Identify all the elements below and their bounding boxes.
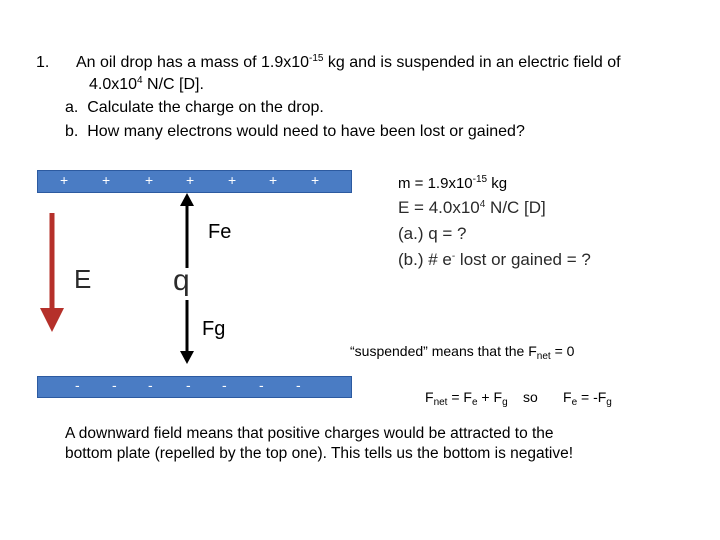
subscript: e [471,397,478,408]
eq-text: F [563,389,572,405]
subscript: net [433,397,448,408]
field-arrow [40,213,64,332]
problem-number: 1. [36,54,50,71]
minus-sign: - [148,377,153,393]
exponent: -15 [472,174,488,185]
minus-sign: - [75,377,80,393]
exponent: - [451,251,456,262]
plus-sign: + [102,172,111,188]
suspended-note [350,343,575,362]
exponent: -15 [309,53,324,64]
plus-sign: + [145,172,154,188]
subscript: g [606,397,612,408]
given-text: lost or gained = ? [455,250,591,269]
plus-sign: + [228,172,237,188]
part-b-text: How many electrons would need to have been lost or gained? [87,123,525,140]
unknown-a: (a.) q = ? [398,224,467,243]
problem-text: kg and is suspended in an electric field of [323,54,621,71]
given-text: N/C [D] [485,198,546,217]
problem-text: An oil drop has a mass of 1.9x10 [76,54,310,71]
minus-sign: - [186,377,191,393]
eq-text: F [425,389,434,405]
given-text: m = 1.9x10 [398,175,473,192]
unknown-b [398,250,591,270]
plus-sign: + [269,172,278,188]
plus-sign: + [311,172,320,188]
exponent: 4 [479,199,486,210]
minus-sign: - [222,377,227,393]
so-word: so [523,389,538,405]
given-text: E = 4.0x10 [398,198,480,217]
given-text: (b.) # e [398,250,452,269]
charge-label: q [173,264,190,297]
plus-sign: + [186,172,195,188]
eq-text: = F [447,389,472,405]
force-arrow-up [180,193,194,268]
eq-text: = -F [577,389,607,405]
force-gravity-label: Fg [202,318,226,340]
force-balance-equation [563,389,612,408]
minus-sign: - [112,377,117,393]
subscript: e [571,397,578,408]
minus-sign: - [296,377,301,393]
given-mass [398,175,507,192]
problem-text: 4.0x10 [89,76,138,93]
field-label: E [74,264,92,294]
subscript: g [502,397,508,408]
minus-sign: - [259,377,264,393]
note-text: “suspended” means that the F [350,343,537,359]
note-text: = 0 [550,343,575,359]
conclusion-line-2: bottom plate (repelled by the top one). This tells us the bottom is negative! [65,445,574,462]
plus-sign: + [60,172,69,188]
eq-text: + F [477,389,503,405]
force-electric-label: Fe [208,221,232,243]
subscript: net [536,351,551,362]
given-field [398,198,546,218]
part-a-label: a. [65,99,79,116]
net-force-equation [425,389,508,408]
force-arrow-down [180,300,194,364]
problem-text: N/C [D]. [142,76,204,93]
given-text: kg [487,175,508,192]
part-b-label: b. [65,123,79,140]
conclusion-line-1: A downward field means that positive charges would be attracted to the [65,425,554,442]
exponent: 4 [137,75,143,86]
part-a-text: Calculate the charge on the drop. [87,99,324,116]
